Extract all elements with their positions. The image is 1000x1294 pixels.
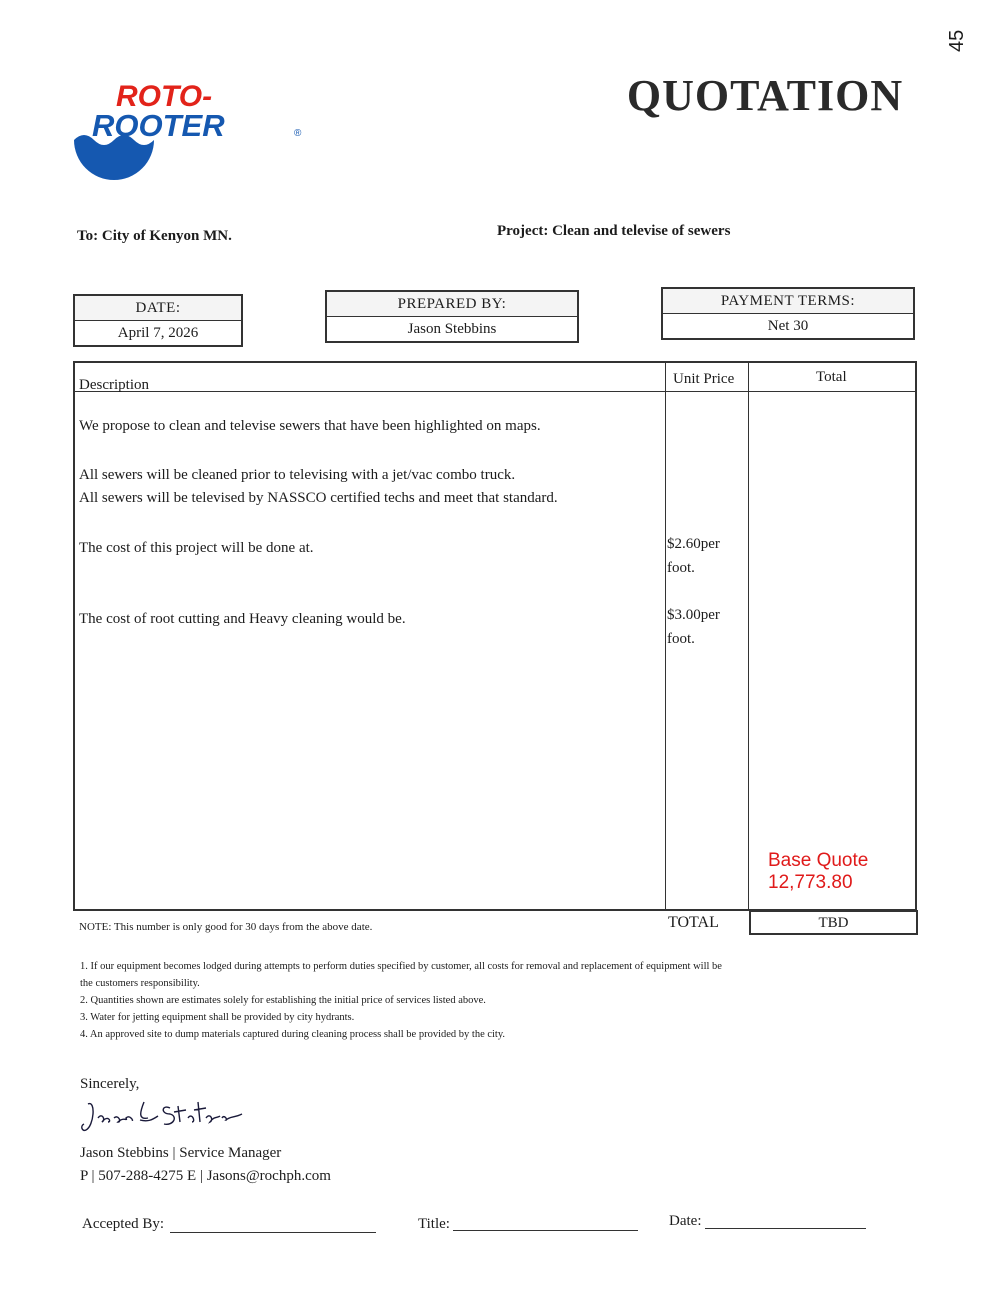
date-value: April 7, 2026 (117, 325, 199, 341)
description-line: All sewers will be cleaned prior to televising with a jet/vac combo truck. (79, 467, 516, 483)
roto-rooter-logo (72, 78, 312, 188)
title-label: Title: (418, 1216, 450, 1232)
description-line: The cost of root cutting and Heavy cleaning would be. (79, 611, 406, 627)
prepared-by-value: Jason Stebbins (407, 321, 497, 337)
signer-name: Jason Stebbins | Service Manager (80, 1145, 282, 1161)
closing: Sincerely, (80, 1076, 140, 1092)
svg-text:ROOTER: ROOTER (92, 108, 225, 143)
payment-terms-box (661, 287, 915, 340)
term-line: 1. If our equipment becomes lodged during attempts to perform duties specified by customer, all costs for removal and replacement of equipment will be (80, 961, 722, 972)
term-line: 4. An approved site to dump materials captured during cleaning process shall be provided by the city. (80, 1029, 506, 1040)
accepted-by-line[interactable] (170, 1232, 376, 1233)
payment-terms-value: Net 30 (767, 318, 809, 334)
unit-price-header: Unit Price (673, 371, 735, 387)
date-label: DATE: (75, 296, 241, 321)
svg-text:ROTO-: ROTO- (116, 80, 213, 113)
base-quote-label: Base Quote (768, 850, 869, 871)
base-quote (768, 850, 868, 894)
unit-price-amount: $3.00per (667, 607, 720, 623)
description-line: All sewers will be televised by NASSCO certified techs and meet that standard. (79, 490, 558, 506)
unit-price-cell (667, 603, 737, 651)
title-line[interactable] (453, 1230, 638, 1231)
total-value: TBD (749, 910, 918, 935)
unit-price-cell (667, 532, 737, 580)
page-number: 45 (946, 29, 968, 52)
term-line: the customers responsibility. (80, 978, 200, 989)
signature-icon (78, 1096, 248, 1136)
total-label: TOTAL (668, 914, 719, 931)
validity-note: NOTE: This number is only good for 30 days from the above date. (79, 921, 373, 933)
unit-price-unit: foot. (667, 631, 695, 647)
base-quote-value: 12,773.80 (768, 872, 853, 893)
payment-terms-label: PAYMENT TERMS: (663, 289, 913, 314)
signer-contact: P | 507-288-4275 E | Jasons@rochph.com (80, 1168, 331, 1184)
prepared-by-label: PREPARED BY: (327, 292, 577, 317)
unit-price-amount: $2.60per (667, 536, 720, 552)
project-name: Project: Clean and televise of sewers (497, 223, 731, 239)
term-line: 2. Quantities shown are estimates solely for establishing the initial price of services listed above. (80, 995, 486, 1006)
document-title: QUOTATION (626, 71, 904, 120)
svg-text:®: ® (294, 128, 302, 139)
unit-price-unit: foot. (667, 560, 695, 576)
date-box (73, 294, 243, 347)
date-label-signoff: Date: (669, 1213, 702, 1229)
description-header: Description (79, 377, 149, 393)
recipient: To: City of Kenyon MN. (77, 228, 232, 244)
quotation-table (73, 361, 917, 911)
description-line: We propose to clean and televise sewers that have been highlighted on maps. (79, 418, 541, 434)
prepared-by-box (325, 290, 579, 343)
accepted-by-label: Accepted By: (82, 1216, 165, 1232)
term-line: 3. Water for jetting equipment shall be provided by city hydrants. (80, 1012, 355, 1023)
description-line: The cost of this project will be done at. (79, 540, 314, 556)
date-line[interactable] (705, 1228, 866, 1229)
total-header: Total (816, 369, 847, 385)
terms-list (80, 958, 900, 1043)
